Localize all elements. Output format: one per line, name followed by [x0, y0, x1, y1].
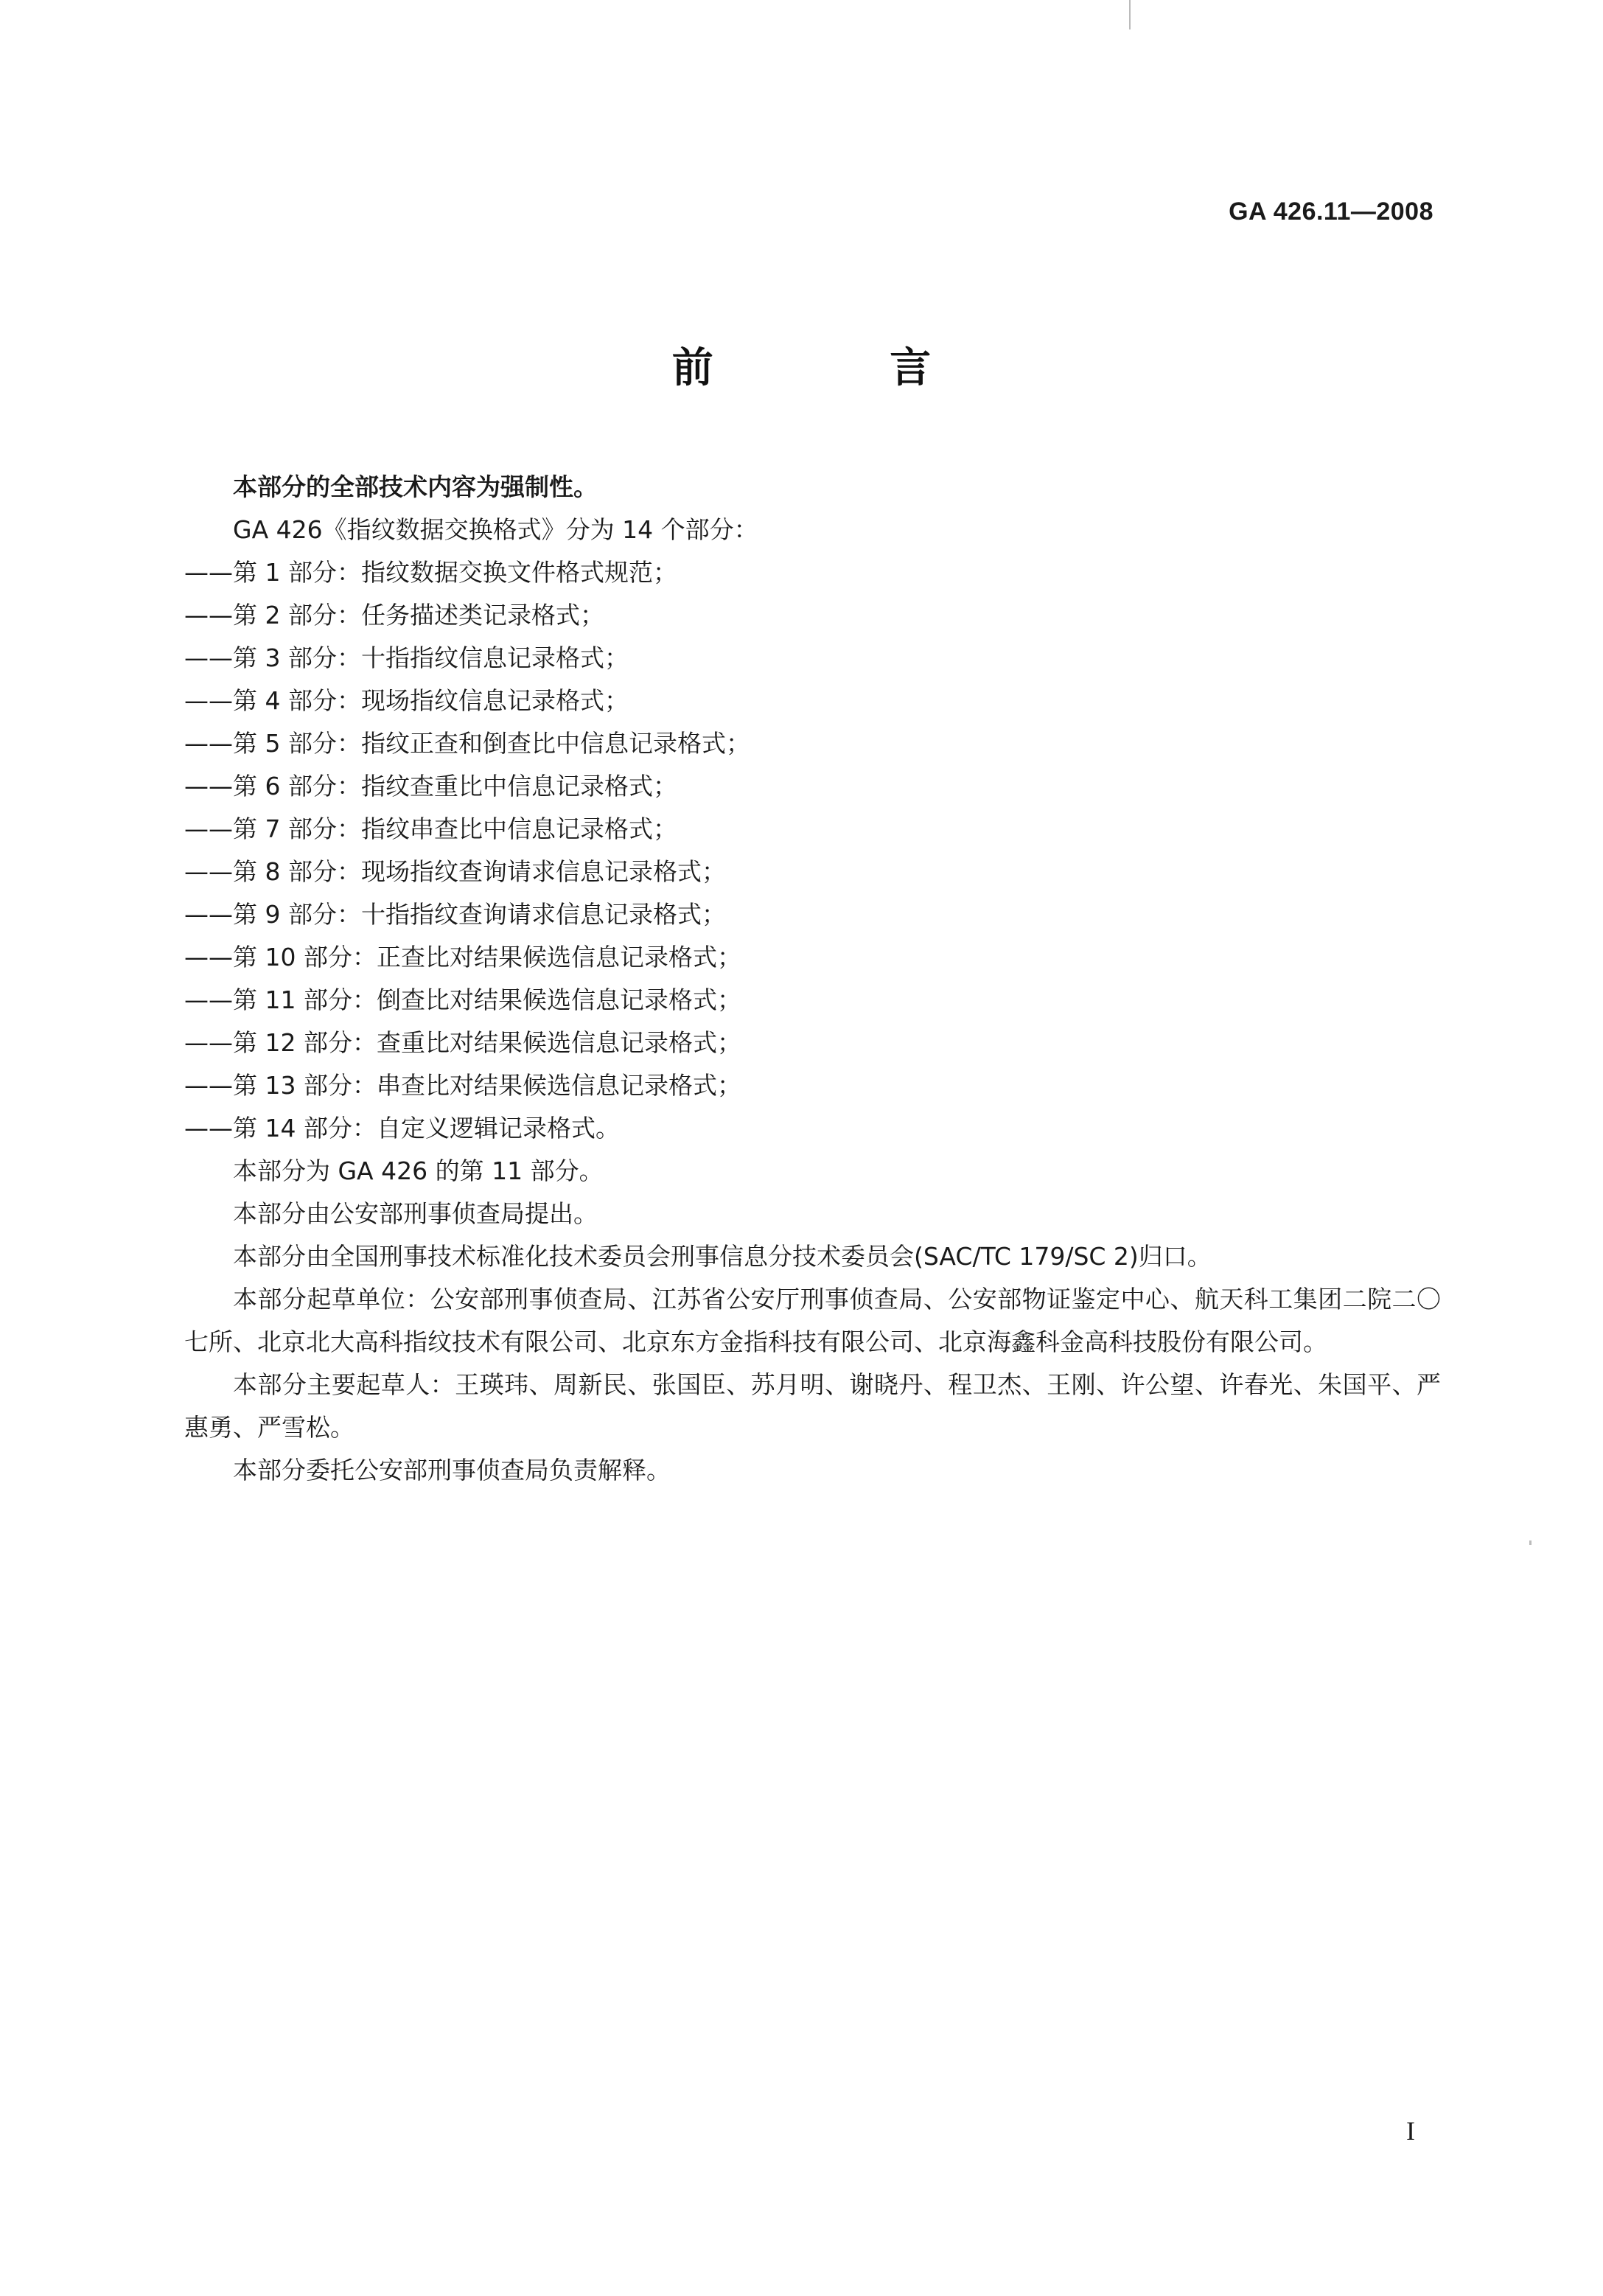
drafters-statement: 本部分主要起草人：王瑛玮、周新民、张国臣、苏月明、谢晓丹、程卫杰、王刚、许公望、许春光、朱国平、严惠勇、严雪松。 [184, 1370, 1441, 1442]
proposed-by-statement: 本部分由公安部刑事侦查局提出。 [233, 1199, 598, 1228]
parts-statement: GA 426《指纹数据交换格式》分为 14 个部分： [233, 515, 758, 544]
list-item: ——第 2 部分：任务描述类记录格式； [184, 601, 604, 629]
list-item: ——第 3 部分：十指指纹信息记录格式； [184, 643, 629, 672]
list-item: ——第 14 部分：自定义逻辑记录格式。 [184, 1114, 620, 1142]
parts-list [184, 551, 1441, 1150]
list-item: ——第 1 部分：指纹数据交换文件格式规范； [184, 558, 677, 587]
scan-mark [1129, 0, 1131, 29]
list-item: ——第 10 部分：正查比对结果候选信息记录格式； [184, 943, 741, 971]
list-item: ——第 11 部分：倒查比对结果候选信息记录格式； [184, 985, 741, 1014]
list-item: ——第 12 部分：查重比对结果候选信息记录格式； [184, 1028, 741, 1057]
interpretation-statement: 本部分委托公安部刑事侦查局负责解释。 [233, 1456, 671, 1484]
page-number: I [1406, 2116, 1415, 2146]
centralized-by-statement: 本部分由全国刑事技术标准化技术委员会刑事信息分技术委员会(SAC/TC 179/SC 2)归口。 [233, 1242, 1212, 1271]
foreword-body [184, 466, 1441, 1492]
standard-number: GA 426.11—2008 [1229, 198, 1433, 226]
list-item: ——第 9 部分：十指指纹查询请求信息记录格式； [184, 900, 726, 929]
list-item: ——第 6 部分：指纹查重比中信息记录格式； [184, 772, 677, 800]
list-item: ——第 5 部分：指纹正查和倒查比中信息记录格式； [184, 729, 750, 758]
drafting-units-statement: 本部分起草单位：公安部刑事侦查局、江苏省公安厅刑事侦查局、公安部物证鉴定中心、航天科工集团二院二〇七所、北京北大高科指纹技术有限公司、北京东方金指科技有限公司、北京海鑫科金高科技股份有限公司。 [184, 1285, 1441, 1356]
list-item: ——第 7 部分：指纹串查比中信息记录格式； [184, 814, 677, 843]
mandatory-statement: 本部分的全部技术内容为强制性。 [233, 472, 598, 501]
page-title: 前 言 [671, 344, 1013, 392]
list-item: ——第 4 部分：现场指纹信息记录格式； [184, 686, 629, 715]
scan-mark [1529, 1540, 1532, 1545]
this-part-statement: 本部分为 GA 426 的第 11 部分。 [233, 1156, 604, 1185]
list-item: ——第 13 部分：串查比对结果候选信息记录格式； [184, 1071, 741, 1100]
list-item: ——第 8 部分：现场指纹查询请求信息记录格式； [184, 857, 726, 886]
